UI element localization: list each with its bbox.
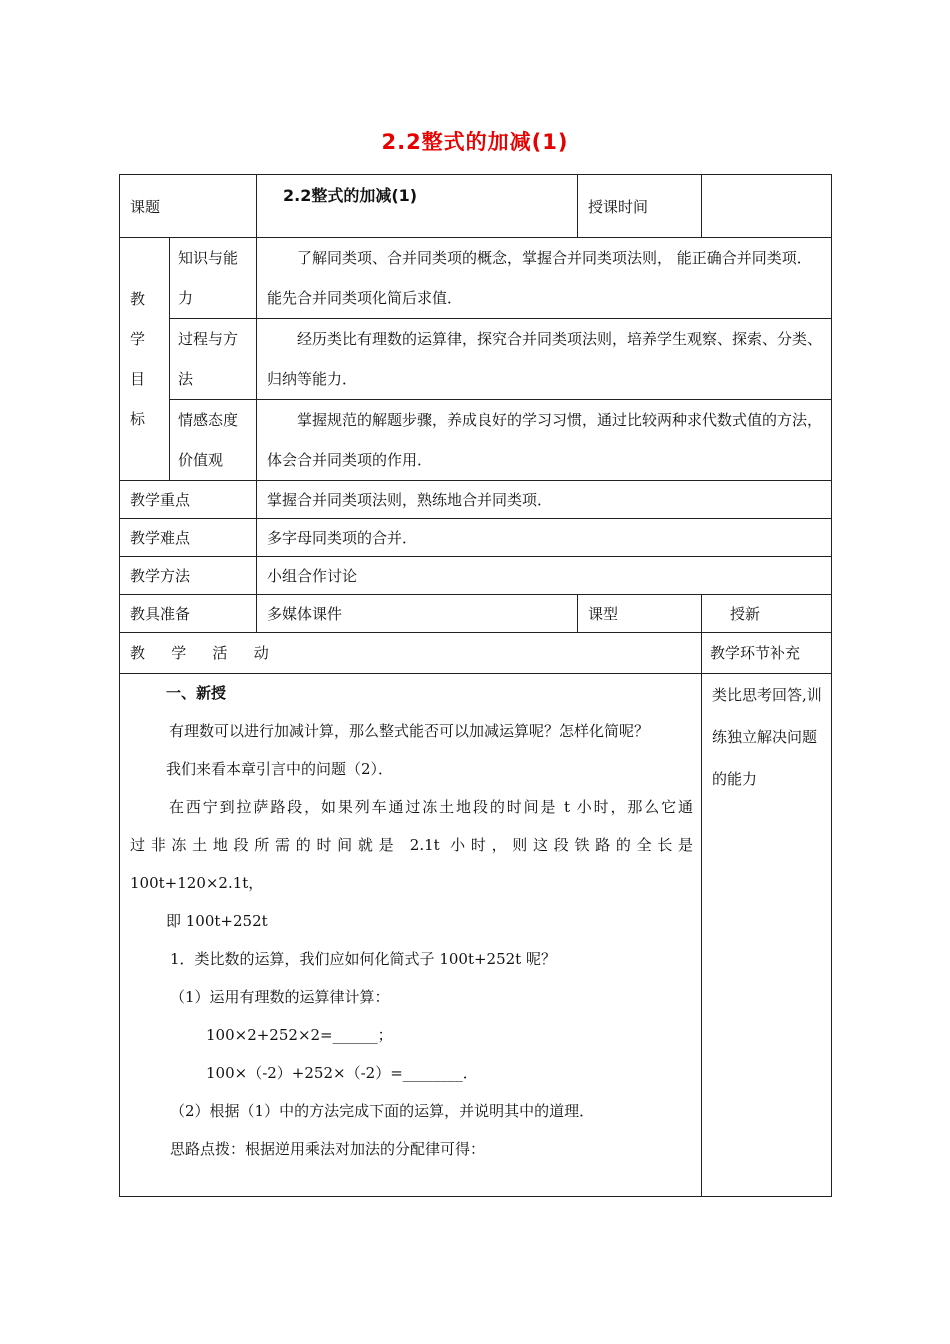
key-point-text: 掌握合并同类项法则，熟练地合并同类项． bbox=[267, 491, 553, 509]
activity-header-char: 动 bbox=[253, 644, 269, 662]
method-label: 教学方法 bbox=[130, 567, 191, 585]
objective-row bbox=[120, 238, 832, 319]
activity-header bbox=[120, 633, 701, 673]
paragraph: 100t+120×2.1t， bbox=[130, 874, 264, 892]
section-heading: 一、新授 bbox=[166, 684, 227, 702]
hint: 思路点拨：根据逆用乘法对加法的分配律可得： bbox=[170, 1140, 486, 1158]
objective-knowledge-text: 了解同类项、合并同类项的概念，掌握合并同类项法则， 能正确合并同类项．能先合并同类项化简后求值． bbox=[267, 249, 812, 307]
paragraph: 有理数可以进行加减计算，那么整式能否可以加减运算呢？怎样化简呢？ bbox=[169, 722, 650, 740]
activity-content bbox=[120, 674, 701, 1168]
activity-header-char: 学 bbox=[171, 644, 187, 662]
activity-header-char: 教 bbox=[130, 644, 146, 662]
topic-value: 2.2整式的加减(1) bbox=[283, 186, 418, 205]
topic-row bbox=[120, 175, 832, 238]
objective-process-label: 过程与方法 bbox=[178, 330, 239, 388]
sub-question: （2）根据（1）中的方法完成下面的运算，并说明其中的道理． bbox=[170, 1102, 595, 1120]
objective-row bbox=[120, 319, 832, 400]
sub-question: （1）运用有理数的运算律计算： bbox=[170, 988, 390, 1006]
paragraph: 我们来看本章引言中的问题（2）． bbox=[166, 760, 394, 778]
paragraph: 在西宁到拉萨路段，如果列车通过冻土地段的时间是 t 小时，那么它通 bbox=[169, 798, 694, 816]
tools-text: 多媒体课件 bbox=[267, 605, 343, 623]
activity-header-row bbox=[120, 633, 832, 674]
lesson-type-value: 授新 bbox=[730, 605, 761, 623]
tools-label: 教具准备 bbox=[130, 605, 191, 623]
objectives-label: 教学目标 bbox=[130, 290, 146, 428]
key-point-row bbox=[120, 481, 832, 519]
objective-process-text: 经历类比有理数的运算律，探究合并同类项法则，培养学生观察、探索、分类、归纳等能力． bbox=[267, 330, 823, 388]
method-text: 小组合作讨论 bbox=[267, 567, 358, 585]
objective-row bbox=[120, 400, 832, 481]
paragraph: 过非冻土地段所需的时间就是 2.1t 小时，则这段铁路的全长是 bbox=[130, 836, 694, 854]
class-time-label: 授课时间 bbox=[588, 197, 649, 216]
question: 1．类比数的运算，我们应如何化简式子 100t+252t 呢？ bbox=[170, 950, 556, 968]
lesson-plan-table bbox=[119, 174, 832, 1197]
activity-body-row bbox=[120, 674, 832, 1197]
paragraph: 即 100t+252t bbox=[166, 912, 268, 930]
exercise: 100×2+252×2=______； bbox=[206, 1026, 393, 1044]
exercise: 100×（-2）+252×（-2）=________． bbox=[206, 1064, 478, 1082]
method-row bbox=[120, 557, 832, 595]
objective-attitude-label: 情感态度价值观 bbox=[178, 411, 239, 469]
activity-header-char: 活 bbox=[212, 644, 228, 662]
tools-row bbox=[120, 595, 832, 633]
difficulty-row bbox=[120, 519, 832, 557]
lesson-type-label: 课型 bbox=[588, 605, 619, 623]
difficulty-text: 多字母同类项的合并． bbox=[267, 529, 418, 547]
difficulty-label: 教学难点 bbox=[130, 529, 191, 547]
objective-knowledge-label: 知识与能力 bbox=[178, 249, 239, 307]
supplement-note: 类比思考回答,训练独立解决问题的能力 bbox=[712, 686, 822, 788]
supplement-header: 教学环节补充 bbox=[710, 644, 801, 662]
objective-attitude-text: 掌握规范的解题步骤，养成良好的学习习惯，通过比较两种求代数式值的方法，体会合并同类项的作用． bbox=[267, 411, 823, 469]
topic-label: 课题 bbox=[130, 197, 161, 216]
page-title: 2.2整式的加减(1) bbox=[381, 130, 569, 154]
key-point-label: 教学重点 bbox=[130, 491, 191, 509]
